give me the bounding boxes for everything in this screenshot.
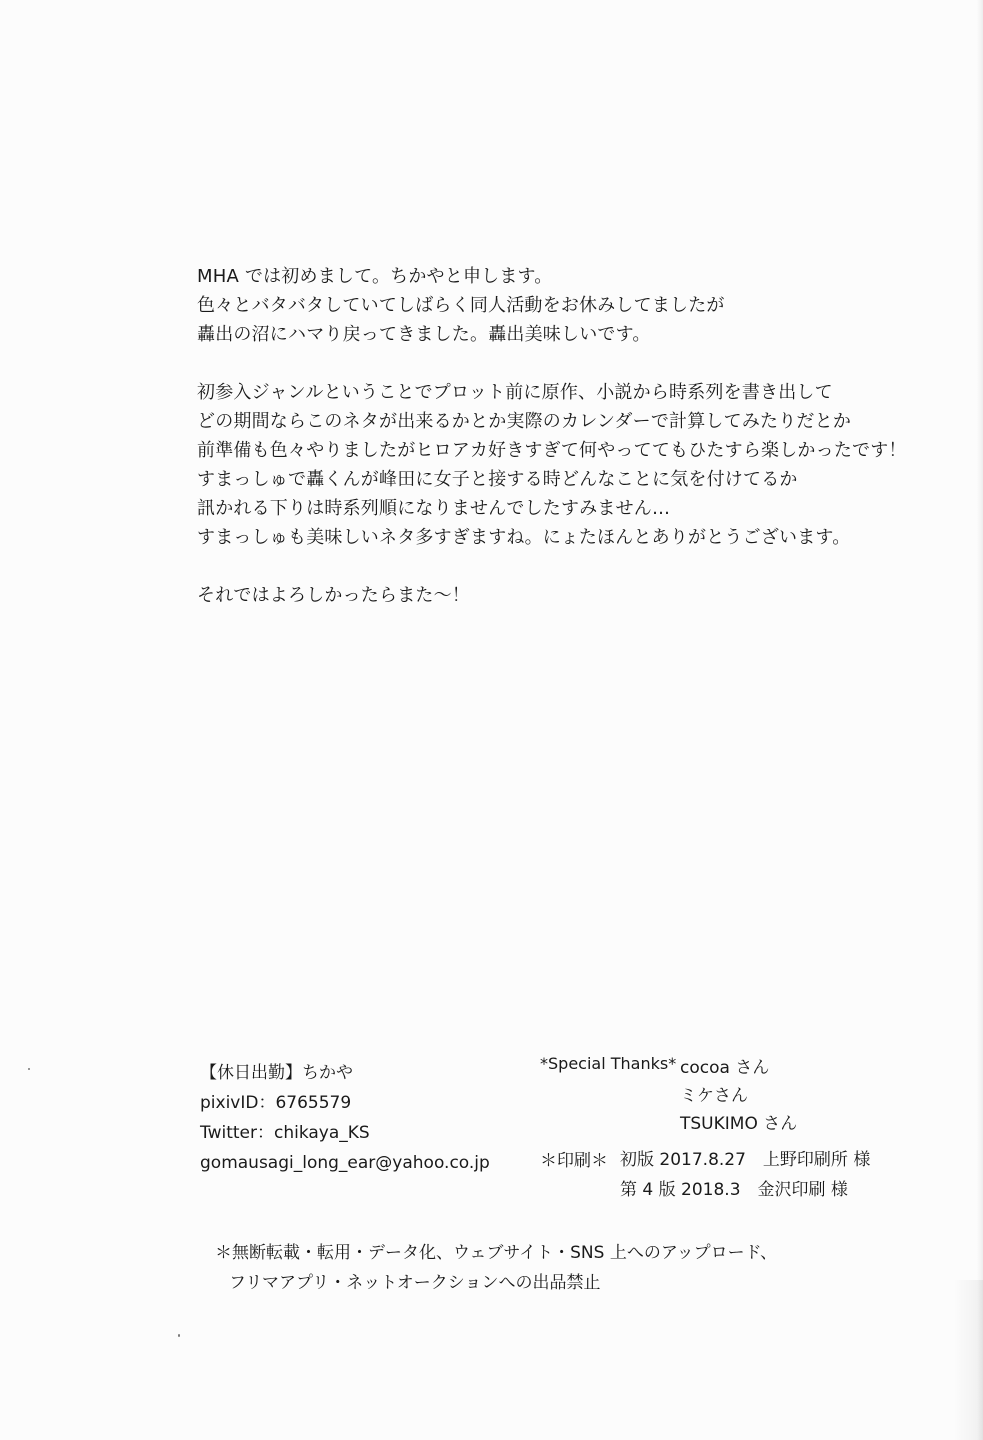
paragraph-gap — [197, 349, 917, 378]
edition-row: 初版 2017.8.27 上野印刷所 様 — [620, 1150, 871, 1170]
pixiv-id: pixivID：6765579 — [200, 1093, 352, 1113]
thanks-name: ミケさん — [680, 1086, 748, 1106]
afterword-line: どの期間ならこのネタが出来るかとか実際のカレンダーで計算してみたりだとか — [197, 411, 852, 432]
scan-speck — [28, 1068, 30, 1070]
circle-name: 【休日出勤】ちかや — [200, 1063, 353, 1083]
scan-shadow-edge — [977, 0, 983, 1440]
afterword-line: それではよろしかったらまた〜！ — [197, 585, 470, 606]
afterword-line: MHA では初めまして。ちかやと申します。 — [197, 266, 553, 287]
notice-line: フリマアプリ・ネットオークションへの出品禁止 — [229, 1273, 601, 1293]
afterword-line: すまっしゅで轟くんが峰田に女子と接する時どんなことに気を付けてるか — [197, 469, 798, 490]
special-thanks-label: *Special Thanks* — [540, 1054, 677, 1073]
printing-label: ＊印刷＊ — [540, 1151, 608, 1171]
paragraph-gap — [197, 552, 917, 581]
copyright-notice — [215, 1238, 777, 1298]
thanks-name: TSUKIMO さん — [680, 1114, 798, 1134]
printing-editions — [620, 1146, 870, 1206]
edition-row: 第 4 版 2018.3 金沢印刷 様 — [620, 1180, 848, 1200]
afterword-line: 初参入ジャンルということでプロット前に原作、小説から時系列を書き出して — [197, 382, 833, 403]
afterword-line: 訊かれる下りは時系列順になりませんでしたすみません… — [197, 498, 671, 519]
thanks-name: cocoa さん — [680, 1058, 770, 1078]
scan-shadow-corner — [953, 1280, 983, 1440]
scan-speck — [178, 1334, 180, 1337]
afterword-text — [197, 262, 917, 610]
afterword-line: 轟出の沼にハマり戻ってきました。轟出美味しいです。 — [197, 324, 651, 345]
twitter-handle: Twitter：chikaya_KS — [200, 1123, 370, 1143]
author-info — [200, 1058, 490, 1178]
notice-line: ＊無断転載・転用・データ化、ウェブサイト・SNS 上へのアップロード、 — [215, 1243, 778, 1263]
email-address: gomausagi_long_ear@yahoo.co.jp — [200, 1153, 490, 1173]
special-thanks-names — [680, 1054, 797, 1138]
afterword-line: すまっしゅも美味しいネタ多すぎますね。にょたほんとありがとうございます。 — [197, 527, 851, 548]
afterword-line: 前準備も色々やりましたがヒロアカ好きすぎて何やっててもひたすら楽しかったです！ — [197, 440, 907, 461]
afterword-line: 色々とバタバタしていてしばらく同人活動をお休みしてましたが — [197, 295, 725, 316]
